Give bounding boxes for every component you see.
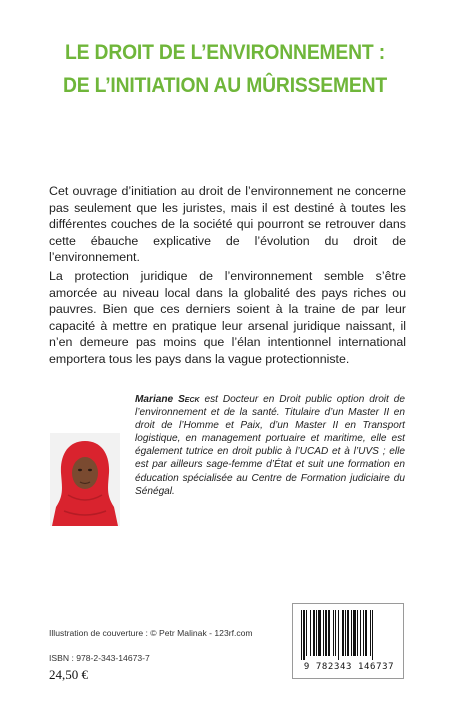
title-line-2: DE L’INITIATION AU MÛRISSEMENT bbox=[62, 74, 387, 97]
barcode-bar bbox=[365, 610, 367, 656]
author-bio-text: est Docteur en Droit public option droit de l’environnement et de la santé. Titulaire d’un Master II en droit de l’Homme et Paix, d’un Master II en Transport logistique, en management portuaire et maritime, elle est également tutrice en droit public à l’UCAD et à l’UVS ; elle est par ailleurs sage-femme d’État et suit une formation en éducation spécialisée au Centre de Formation judiciaire du Sénégal. bbox=[135, 394, 405, 497]
barcode-bar bbox=[357, 610, 358, 656]
barcode-bar bbox=[301, 610, 302, 660]
isbn: ISBN : 978-2-343-14673-7 bbox=[49, 653, 150, 663]
barcode-bar bbox=[342, 610, 344, 656]
barcode-bar bbox=[328, 610, 330, 656]
barcode-bar bbox=[360, 610, 361, 656]
price: 24,50 € bbox=[49, 667, 88, 682]
barcode-bar bbox=[303, 610, 305, 660]
cover-title bbox=[18, 36, 432, 102]
summary-paragraph-1: Cet ouvrage d’initiation au droit de l’environnement ne concerne pas seulement que les juristes, mais il est destiné à toutes les différentes couches de la société qui pourront se retrouver dans cette ébauche explicative de l’évolution du droit de l’environnement. bbox=[49, 184, 406, 265]
barcode-bar bbox=[313, 610, 315, 656]
author-first-name: Mariane bbox=[135, 394, 174, 405]
author-last-name: Seck bbox=[178, 394, 200, 405]
barcode-bar bbox=[306, 610, 307, 656]
barcode-bar bbox=[370, 610, 371, 656]
author-bio bbox=[135, 393, 405, 498]
cover-illustration-credit: Illustration de couverture : © Petr Malinak - 123rf.com bbox=[49, 628, 253, 638]
book-summary bbox=[49, 183, 406, 370]
barcode-digits: 9 782343 146737 bbox=[303, 662, 395, 672]
barcode-bar bbox=[310, 610, 311, 656]
summary-paragraph-2: La protection juridique de l’environnement semble s’être amorcée au niveau local dans la globalité des pays riches ou pauvres. Bien que ces derniers soient à la traine de par leur capacité à mettre en pratique leur arsenal juridique naissant, il n’en demeure pas moins que l’élan intentionnel international emportera tous les pays dans la vague protectionniste. bbox=[49, 268, 406, 366]
barcode-bar bbox=[372, 610, 373, 660]
barcode-bar bbox=[333, 610, 334, 656]
barcode-bar bbox=[351, 610, 352, 656]
barcode-bars bbox=[299, 610, 399, 660]
barcode-bar bbox=[318, 610, 321, 656]
barcode-bar bbox=[335, 610, 336, 656]
barcode-bar bbox=[363, 610, 364, 656]
author-portrait-illustration bbox=[50, 433, 120, 526]
barcode-bar bbox=[347, 610, 349, 656]
barcode bbox=[292, 603, 404, 679]
barcode-bar bbox=[325, 610, 327, 656]
barcode-bar bbox=[345, 610, 346, 656]
title-line-1: LE DROIT DE L’ENVIRONNEMENT : bbox=[65, 41, 385, 64]
barcode-bar bbox=[338, 610, 339, 660]
barcode-bar bbox=[323, 610, 324, 656]
barcode-bar bbox=[316, 610, 317, 656]
author-photo bbox=[50, 433, 120, 526]
barcode-bar bbox=[353, 610, 356, 656]
